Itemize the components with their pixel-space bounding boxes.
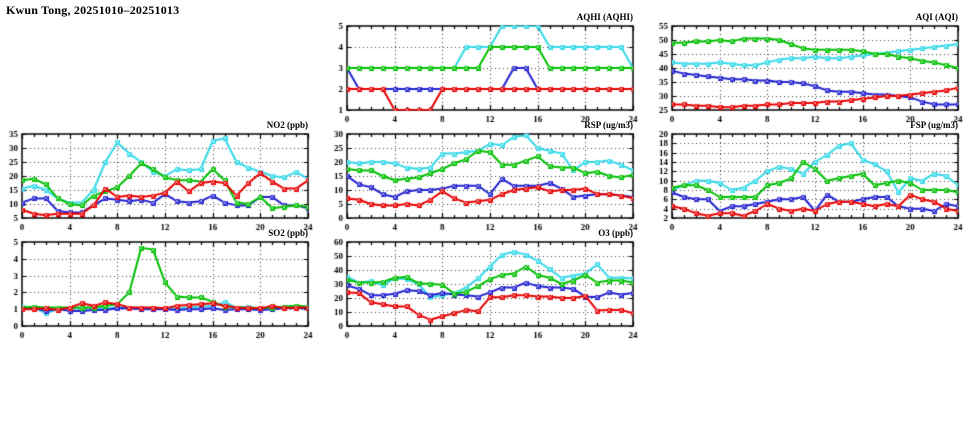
chart-no2	[0, 120, 316, 236]
chart-so2	[0, 228, 316, 344]
so2-plot-canvas	[0, 238, 316, 344]
chart-title-rsp: RSP (ug/m3)	[584, 120, 633, 130]
chart-title-o3: O3 (ppb)	[598, 228, 633, 238]
aqi-plot-canvas	[650, 22, 966, 128]
chart-title-aqhi: AQHI (AQHI)	[576, 12, 633, 22]
chart-o3	[325, 228, 641, 344]
chart-title-fsp: FSP (ug/m3)	[910, 120, 958, 130]
o3-plot-canvas	[325, 238, 641, 344]
chart-title-so2: SO2 (ppb)	[268, 228, 308, 238]
page-title: Kwun Tong, 20251010–20251013	[6, 3, 180, 17]
chart-aqhi	[325, 12, 641, 128]
chart-title-no2: NO2 (ppb)	[266, 120, 308, 130]
chart-fsp	[650, 120, 966, 236]
chart-rsp	[325, 120, 641, 236]
chart-aqi	[650, 12, 966, 128]
rsp-plot-canvas	[325, 130, 641, 236]
aqhi-plot-canvas	[325, 22, 641, 128]
no2-plot-canvas	[0, 130, 316, 236]
chart-title-aqi: AQI (AQI)	[915, 12, 958, 22]
fsp-plot-canvas	[650, 130, 966, 236]
